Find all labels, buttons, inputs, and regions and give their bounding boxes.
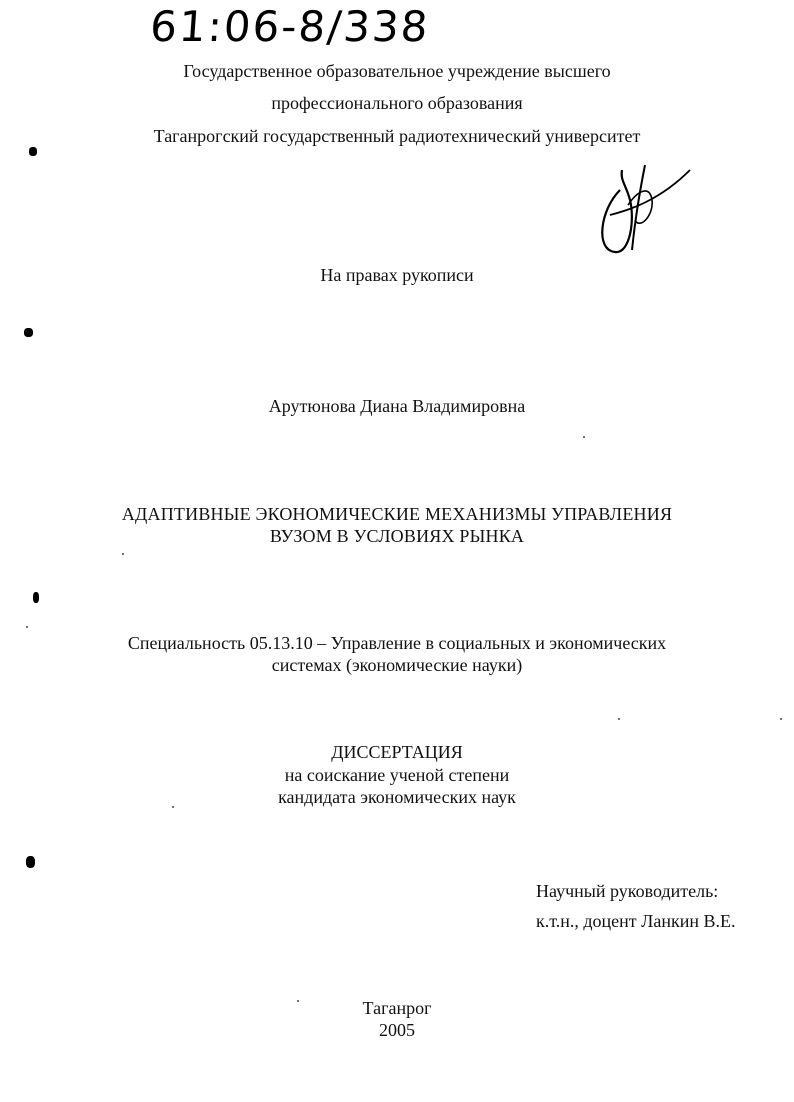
institution-line-1: Государственное образовательное учреждение высшего bbox=[183, 61, 611, 81]
scan-mark bbox=[24, 328, 33, 337]
scan-mark bbox=[29, 147, 37, 156]
supervisor-name: к.т.н., доцент Ланкин В.Е. bbox=[536, 911, 736, 931]
manuscript-note: На правах рукописи bbox=[320, 265, 474, 285]
scan-speck bbox=[583, 436, 585, 438]
scan-speck bbox=[26, 626, 28, 628]
dissertation-line-1: на соискание ученой степени bbox=[284, 765, 510, 785]
scan-speck bbox=[172, 806, 174, 808]
specialty-line-1: Специальность 05.13.10 – Управление в социальных и экономических bbox=[127, 633, 667, 653]
title-line-1: АДАПТИВНЫЕ ЭКОНОМИЧЕСКИЕ МЕХАНИЗМЫ УПРАВЛЕНИЯ bbox=[121, 504, 673, 524]
scan-speck bbox=[122, 553, 124, 555]
scan-mark bbox=[33, 592, 39, 603]
footer-city: Таганрог bbox=[362, 998, 432, 1018]
institution-line-2: профессионального образования bbox=[271, 93, 523, 113]
handwritten-call-number: 61:06-8/338 bbox=[148, 2, 432, 51]
dissertation-heading: ДИССЕРТАЦИЯ bbox=[331, 742, 463, 762]
signature-icon bbox=[590, 160, 700, 260]
title-line-2: ВУЗОМ В УСЛОВИЯХ РЫНКА bbox=[269, 526, 525, 546]
footer-year: 2005 bbox=[379, 1020, 415, 1040]
scan-speck bbox=[618, 718, 620, 720]
supervisor-label: Научный руководитель: bbox=[536, 881, 719, 901]
university-name: Таганрогский государственный радиотехнический университет bbox=[153, 126, 641, 146]
specialty-line-2: системах (экономические науки) bbox=[271, 655, 523, 675]
author-name: Арутюнова Диана Владимировна bbox=[268, 396, 526, 416]
scan-speck bbox=[297, 1000, 299, 1002]
scan-mark bbox=[26, 856, 35, 868]
scan-speck bbox=[780, 718, 782, 720]
dissertation-line-2: кандидата экономических наук bbox=[278, 787, 516, 807]
